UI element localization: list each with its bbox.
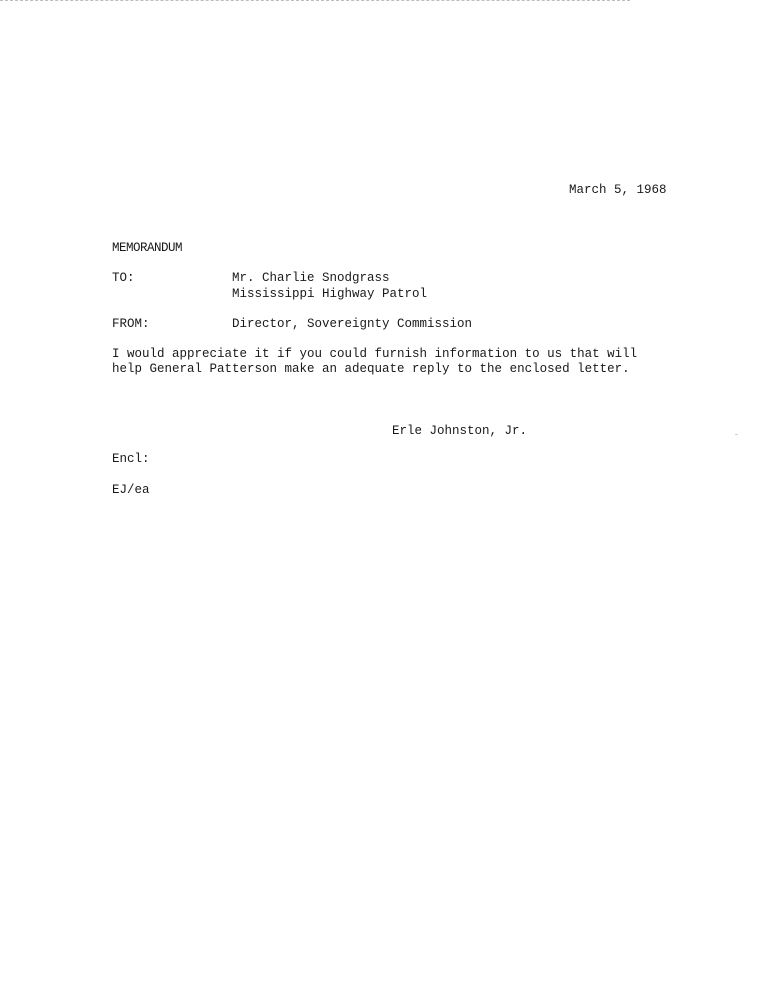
scan-speck: [735, 434, 738, 435]
typist-initials: EJ/ea: [112, 483, 150, 497]
recipient-organization: Mississippi Highway Patrol: [232, 287, 428, 301]
body-line: I would appreciate it if you could furnish information to us that will: [112, 347, 638, 361]
sender: Director, Sovereignty Commission: [232, 317, 473, 331]
memo-title: MEMORANDUM: [112, 241, 183, 255]
body-line: help General Patterson make an adequate reply to the enclosed letter.: [112, 362, 630, 376]
enclosure-note: Encl:: [112, 452, 150, 466]
memo-date: March 5, 1968: [569, 183, 667, 197]
to-label: TO:: [112, 271, 135, 285]
recipient-name: Mr. Charlie Snodgrass: [232, 271, 390, 285]
page-top-edge: [0, 0, 630, 1]
signature: Erle Johnston, Jr.: [392, 424, 528, 438]
from-label: FROM:: [112, 317, 150, 331]
